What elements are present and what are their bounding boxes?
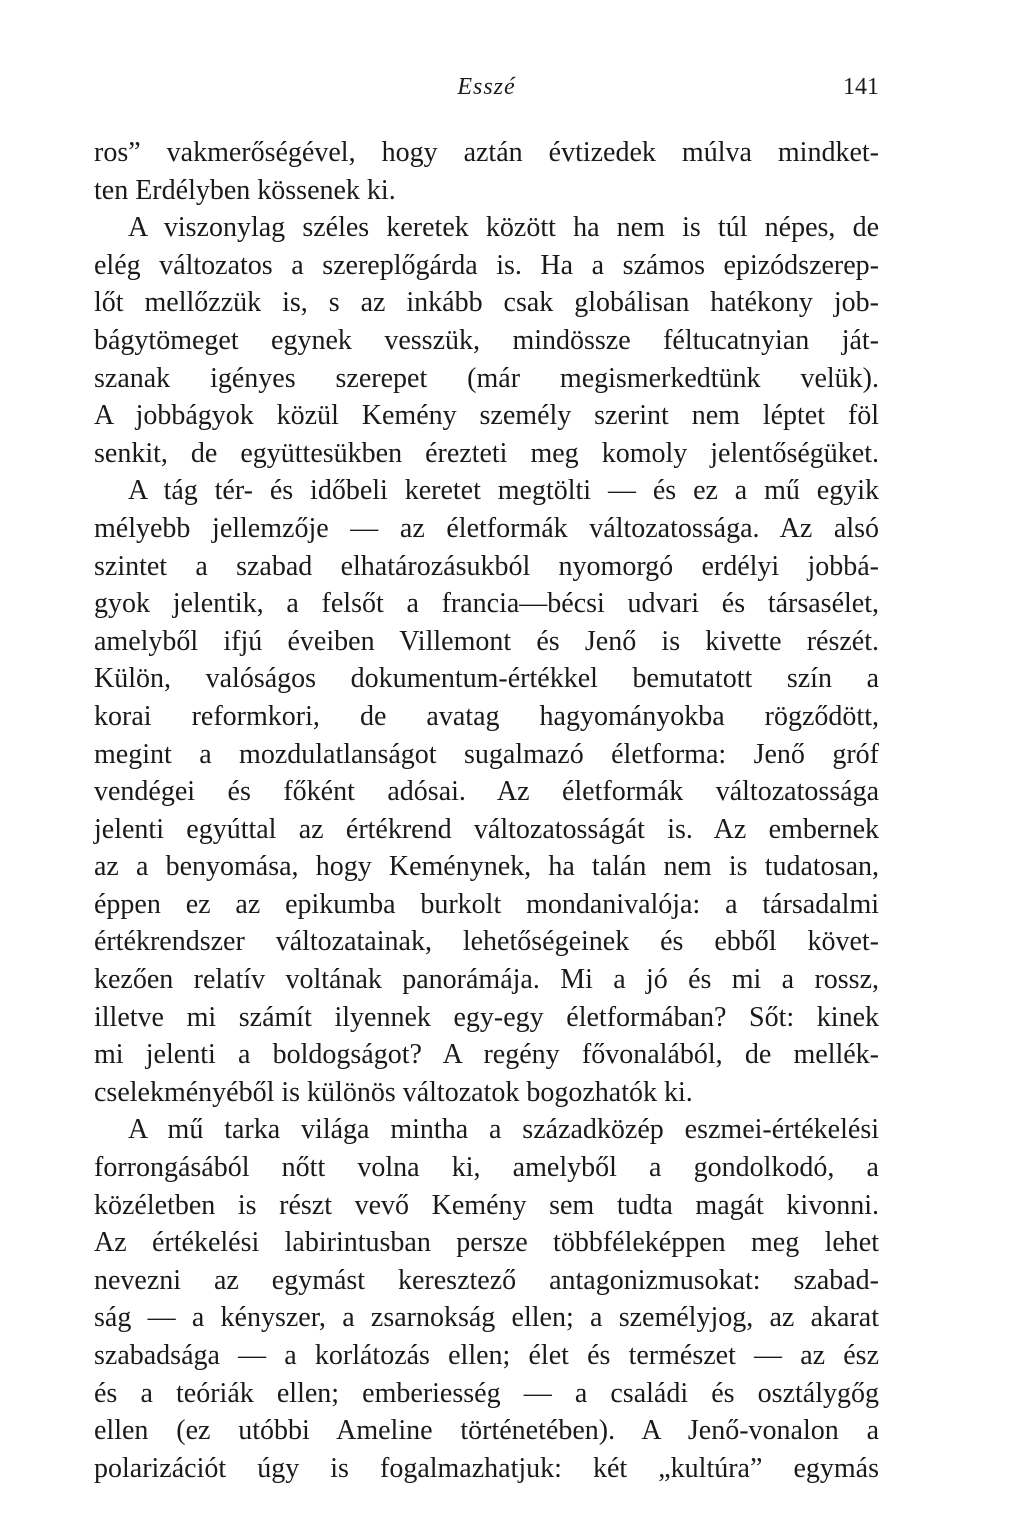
text-line: korai reformkori, de avatag hagyományokba rögződött,	[94, 700, 879, 732]
text-line: senkit, de együttesükben érezteti meg komoly jelentőségüket.	[94, 437, 879, 469]
text-line: mélyebb jellemzője — az életformák változatossága. Az alsó	[94, 512, 879, 544]
text-line: amelyből ifjú éveiben Villemont és Jenő is kivette részét.	[94, 625, 879, 657]
text-line: az a benyomása, hogy Keménynek, ha talán nem is tudatosan,	[94, 851, 879, 883]
text-line: megint a mozdulatlanságot sugalmazó életforma: Jenő gróf	[94, 738, 879, 770]
text-line: ten Erdélyben kössenek ki.	[94, 174, 396, 206]
text-line: ság — a kényszer, a zsarnokság ellen; a személyjog, az akarat	[94, 1302, 879, 1334]
text-line: forrongásából nőtt volna ki, amelyből a gondolkodó, a	[94, 1152, 879, 1184]
text-line: lőt mellőzzük is, s az inkább csak globálisan hatékony job-	[94, 287, 879, 319]
text-line: értékrendszer változatainak, lehetőségeinek és ebből követ-	[94, 926, 879, 958]
text-line: vendégei és főként adósai. Az életformák változatossága	[94, 776, 879, 808]
text-line: közéletben is részt vevő Kemény sem tudta magát kivonni.	[94, 1189, 879, 1221]
text-line: szabadsága — a korlátozás ellen; élet és természet — az ész	[94, 1340, 879, 1371]
text-line: Külön, valóságos dokumentum-értékkel bemutatott szín a	[94, 663, 879, 695]
text-line: szintet a szabad elhatározásukból nyomorgó erdélyi jobbá-	[94, 550, 879, 582]
running-title: Esszé	[457, 74, 516, 100]
text-line: A viszonylag széles keretek között ha nem is túl népes, de	[128, 212, 879, 244]
body-text	[94, 134, 879, 1487]
text-line: cselekményéből is különös változatok bogozhatók ki.	[94, 1076, 693, 1108]
text-line: éppen ez az epikumba burkolt mondanivalója: a társadalmi	[94, 888, 879, 920]
text-line: kezően relatív voltának panorámája. Mi a jó és mi a rossz,	[94, 964, 879, 996]
text-line: Az értékelési labirintusban persze többféleképpen meg lehet	[94, 1227, 879, 1259]
page-number: 141	[843, 74, 879, 100]
text-line: szanak igényes szerepet (már megismerkedtünk velük).	[94, 362, 879, 394]
running-head	[94, 74, 879, 104]
text-line: polarizációt úgy is fogalmazhatjuk: két „kultúra” egymás	[94, 1452, 879, 1484]
text-line: és a teóriák ellen; emberiesség — a családi és osztálygőg	[94, 1377, 879, 1409]
text-line: bágytömeget egynek vesszük, mindössze féltucatnyian ját-	[94, 324, 879, 356]
text-line: nevezni az egymást keresztező antagonizmusokat: szabad-	[94, 1264, 879, 1296]
text-line: mi jelenti a boldogságot? A regény fővonalából, de mellék-	[94, 1039, 879, 1071]
text-line: ros” vakmerőségével, hogy aztán évtizedek múlva mindket-	[94, 137, 879, 168]
text-line: A tág tér- és időbeli keretet megtölti — és ez a mű egyik	[128, 475, 879, 507]
text-line: A jobbágyok közül Kemény személy szerint nem léptet föl	[94, 400, 879, 432]
text-line: gyok jelentik, a felsőt a francia—bécsi udvari és társasélet,	[94, 588, 879, 620]
text-line: ellen (ez utóbbi Ameline történetében). A Jenő-vonalon a	[94, 1415, 879, 1447]
text-line: illetve mi számít ilyennek egy-egy életformában? Sőt: kinek	[94, 1001, 879, 1033]
text-line: A mű tarka világa mintha a századközép eszmei-értékelési	[128, 1114, 879, 1146]
text-line: jelenti egyúttal az értékrend változatosságát is. Az embernek	[94, 813, 879, 845]
text-line: elég változatos a szereplőgárda is. Ha a számos epizódszerep-	[94, 249, 879, 281]
